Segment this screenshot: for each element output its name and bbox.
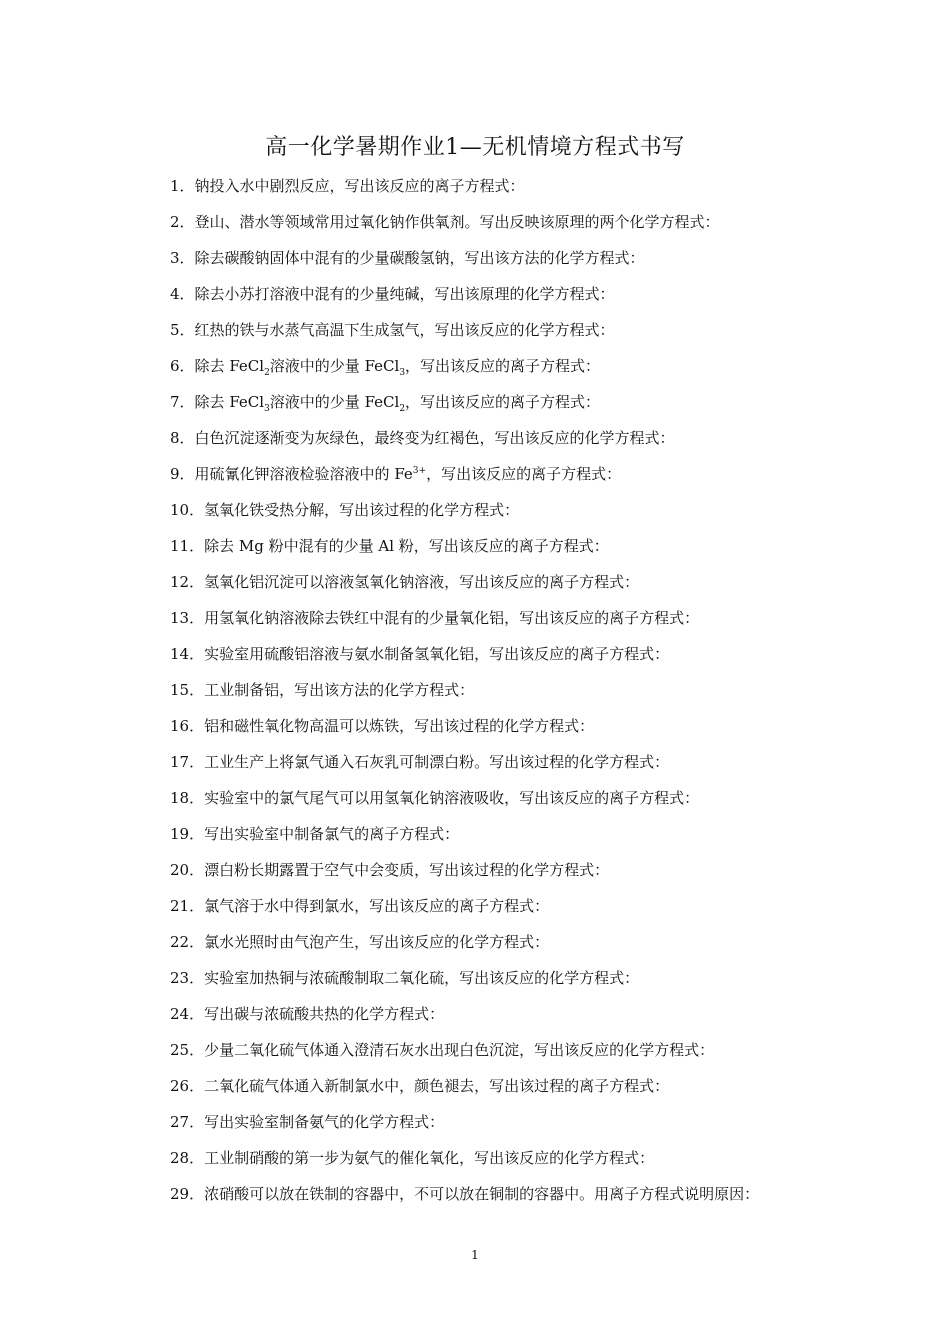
question-text: 除去小苏打溶液中混有的少量纯碱，写出该原理的化学方程式： bbox=[194, 285, 615, 303]
question-text: 写出碳与浓硫酸共热的化学方程式： bbox=[204, 1005, 445, 1023]
question-text: 氢氧化铁受热分解，写出该过程的化学方程式： bbox=[204, 501, 520, 519]
question-item bbox=[170, 712, 820, 748]
question-text-part: ，写出该反应的离子方程式： bbox=[426, 465, 622, 483]
question-text: 铝和磁性氧化物高温可以炼铁，写出该过程的化学方程式： bbox=[204, 717, 595, 735]
question-text-part: 除去 FeCl bbox=[194, 357, 265, 375]
question-text: 氢氧化铝沉淀可以溶液氢氧化钠溶液，写出该反应的离子方程式： bbox=[204, 573, 640, 591]
question-text: 钠投入水中剧烈反应，写出该反应的离子方程式： bbox=[194, 177, 525, 195]
question-item bbox=[170, 640, 820, 676]
question-number: 10． bbox=[170, 501, 205, 519]
question-number: 5． bbox=[170, 321, 195, 339]
question-number: 7． bbox=[170, 393, 195, 411]
question-item bbox=[170, 280, 820, 316]
question-number: 6． bbox=[170, 357, 195, 375]
question-number: 24． bbox=[170, 1005, 205, 1023]
question-item bbox=[170, 820, 820, 856]
question-text: 漂白粉长期露置于空气中会变质，写出该过程的化学方程式： bbox=[204, 861, 610, 879]
question-number: 1． bbox=[170, 177, 195, 195]
question-number: 29． bbox=[170, 1185, 205, 1203]
subscript: 2 bbox=[399, 404, 406, 414]
question-item bbox=[170, 568, 820, 604]
subscript: 3 bbox=[399, 368, 406, 378]
question-item bbox=[170, 244, 820, 280]
question-number: 14． bbox=[170, 645, 205, 663]
question-number: 17． bbox=[170, 753, 205, 771]
question-number: 15． bbox=[170, 681, 205, 699]
question-item bbox=[170, 1072, 820, 1108]
question-item bbox=[170, 460, 820, 496]
superscript: 3+ bbox=[412, 466, 427, 476]
question-text: 实验室加热铜与浓硫酸制取二氧化硫，写出该反应的化学方程式： bbox=[204, 969, 640, 987]
question-text: 除去碳酸钠固体中混有的少量碳酸氢钠，写出该方法的化学方程式： bbox=[194, 249, 645, 267]
question-text: 工业制备铝，写出该方法的化学方程式： bbox=[204, 681, 475, 699]
question-number: 20． bbox=[170, 861, 205, 879]
question-item bbox=[170, 604, 820, 640]
question-item bbox=[170, 928, 820, 964]
question-item bbox=[170, 316, 820, 352]
question-text: 写出实验室中制备氯气的离子方程式： bbox=[204, 825, 460, 843]
question-number: 16． bbox=[170, 717, 205, 735]
question-text-part: ，写出该反应的离子方程式： bbox=[405, 393, 601, 411]
question-text-part: 除去 FeCl bbox=[194, 393, 265, 411]
question-text: 氯水光照时由气泡产生，写出该反应的化学方程式： bbox=[204, 933, 550, 951]
question-text: 实验室用硫酸铝溶液与氨水制备氢氧化铝，写出该反应的离子方程式： bbox=[204, 645, 670, 663]
page-number: 1 bbox=[471, 1248, 479, 1262]
question-text-part: 溶液中的少量 FeCl bbox=[269, 393, 400, 411]
question-text-part: ，写出该反应的离子方程式： bbox=[405, 357, 601, 375]
question-item bbox=[170, 1000, 820, 1036]
question-number: 4． bbox=[170, 285, 195, 303]
question-text: 少量二氧化硫气体通入澄清石灰水出现白色沉淀，写出该反应的化学方程式： bbox=[204, 1041, 715, 1059]
question-number: 22． bbox=[170, 933, 205, 951]
question-number: 25． bbox=[170, 1041, 205, 1059]
subscript: 3 bbox=[264, 404, 270, 414]
question-item bbox=[170, 892, 820, 928]
question-item bbox=[170, 388, 820, 424]
subscript: 2 bbox=[264, 368, 270, 378]
question-text-part: 溶液中的少量 FeCl bbox=[269, 357, 400, 375]
question-item bbox=[170, 496, 820, 532]
question-number: 8． bbox=[170, 429, 195, 447]
question-text: 氯气溶于水中得到氯水，写出该反应的离子方程式： bbox=[204, 897, 550, 915]
question-item bbox=[170, 532, 820, 568]
question-text: 二氧化硫气体通入新制氯水中，颜色褪去，写出该过程的离子方程式： bbox=[204, 1077, 670, 1095]
question-number: 23． bbox=[170, 969, 205, 987]
question-item bbox=[170, 856, 820, 892]
question-item bbox=[170, 748, 820, 784]
question-text: 实验室中的氯气尾气可以用氢氧化钠溶液吸收，写出该反应的离子方程式： bbox=[204, 789, 700, 807]
document-title: 高一化学暑期作业1—无机情境方程式书写 bbox=[265, 135, 685, 160]
question-number: 2． bbox=[170, 213, 195, 231]
question-text: 浓硝酸可以放在铁制的容器中，不可以放在铜制的容器中。用离子方程式说明原因： bbox=[204, 1185, 760, 1203]
question-item bbox=[170, 208, 820, 244]
question-item bbox=[170, 352, 820, 388]
question-text-part: 用硫氰化钾溶液检验溶液中的 Fe bbox=[194, 465, 413, 483]
question-number: 28． bbox=[170, 1149, 205, 1167]
question-number: 13． bbox=[170, 609, 205, 627]
question-item bbox=[170, 784, 820, 820]
question-number: 26． bbox=[170, 1077, 205, 1095]
question-text: 工业制硝酸的第一步为氨气的催化氧化，写出该反应的化学方程式： bbox=[204, 1149, 655, 1167]
question-number: 18． bbox=[170, 789, 205, 807]
question-number: 12． bbox=[170, 573, 205, 591]
question-text: 除去 Mg 粉中混有的少量 Al 粉，写出该反应的离子方程式： bbox=[204, 537, 609, 555]
question-item bbox=[170, 1180, 820, 1216]
question-text: 写出实验室制备氨气的化学方程式： bbox=[204, 1113, 445, 1131]
question-number: 9． bbox=[170, 465, 195, 483]
question-text: 用氢氧化钠溶液除去铁红中混有的少量氧化铝，写出该反应的离子方程式： bbox=[204, 609, 700, 627]
question-number: 27． bbox=[170, 1113, 205, 1131]
question-item bbox=[170, 424, 820, 460]
question-item bbox=[170, 676, 820, 712]
question-number: 19． bbox=[170, 825, 205, 843]
question-text: 登山、潜水等领域常用过氧化钠作供氧剂。写出反映该原理的两个化学方程式： bbox=[194, 213, 720, 231]
question-number: 11． bbox=[170, 537, 205, 555]
question-text: 工业生产上将氯气通入石灰乳可制漂白粉。写出该过程的化学方程式： bbox=[204, 753, 670, 771]
question-item bbox=[170, 1144, 820, 1180]
question-item bbox=[170, 1036, 820, 1072]
question-item bbox=[170, 964, 820, 1000]
question-text: 红热的铁与水蒸气高温下生成氢气，写出该反应的化学方程式： bbox=[194, 321, 615, 339]
question-item bbox=[170, 172, 820, 208]
question-number: 21． bbox=[170, 897, 205, 915]
question-number: 3． bbox=[170, 249, 195, 267]
question-list bbox=[170, 172, 820, 1216]
question-text: 白色沉淀逐渐变为灰绿色，最终变为红褐色，写出该反应的化学方程式： bbox=[194, 429, 675, 447]
question-item bbox=[170, 1108, 820, 1144]
